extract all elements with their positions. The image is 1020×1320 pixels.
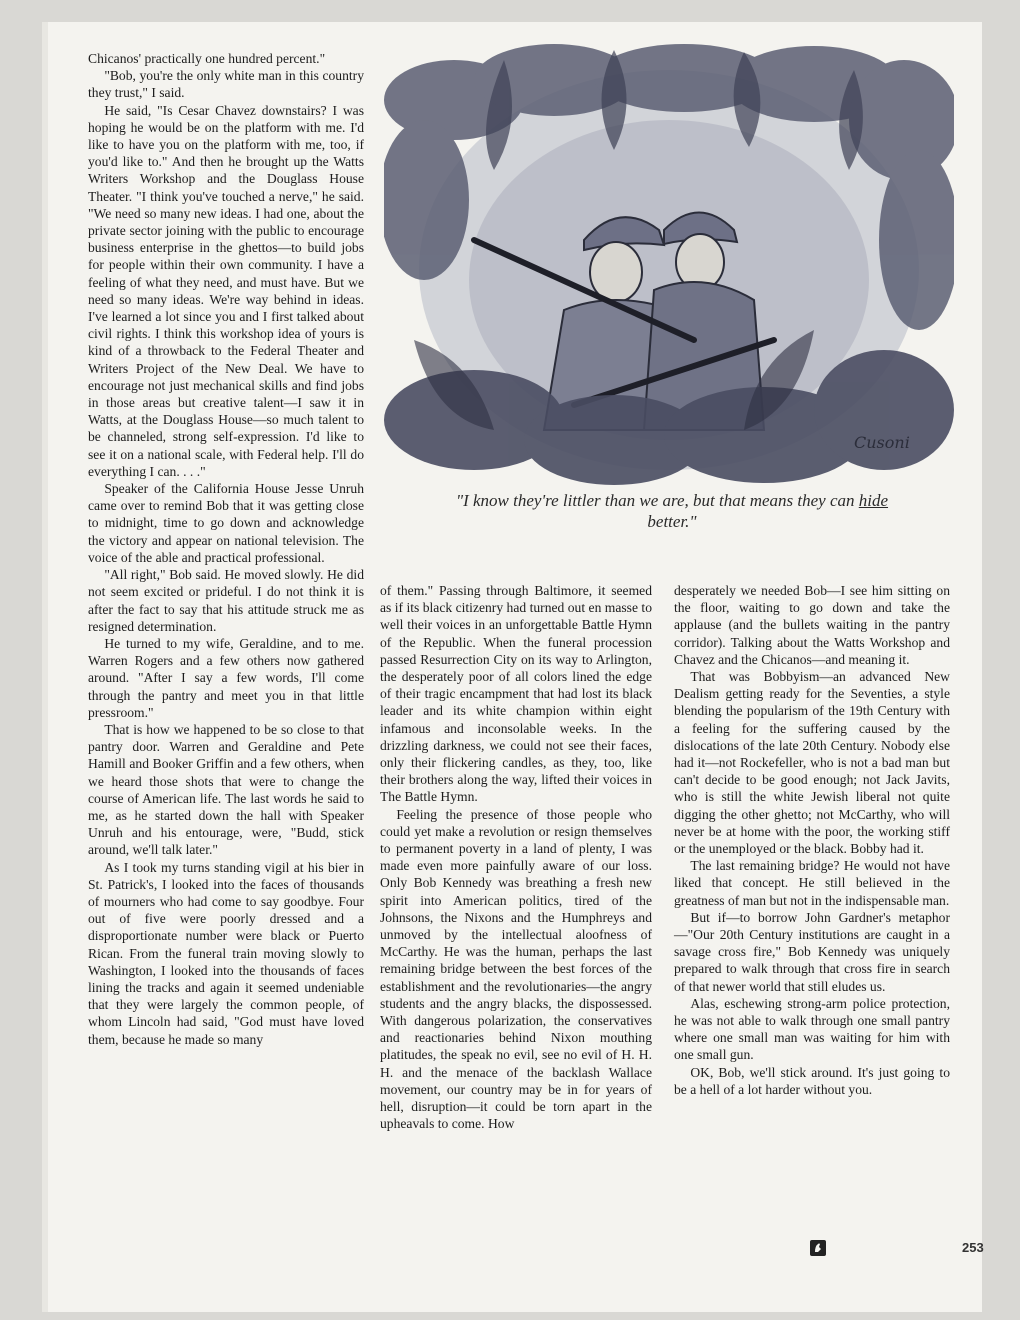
paragraph: Chicanos' practically one hundred percent." [88, 51, 326, 66]
caption-text: better." [647, 512, 697, 531]
paragraph: The last remaining bridge? He would not have liked that concept. He still believed in the greatness of man but not in the indispensable man. [674, 858, 950, 908]
article-column-2 [380, 582, 652, 1133]
article-column-3 [674, 582, 950, 1098]
paragraph: "Bob, you're the only white man in this country they trust," I said. [88, 68, 364, 101]
caption-underlined-word: hide [858, 491, 889, 510]
paragraph: He turned to my wife, Geraldine, and to me. Warren Rogers and a few others now gathered around. "After I say a few words, I'll come through the pantry and meet you in that little pressroom." [88, 635, 364, 720]
paragraph: Speaker of the California House Jesse Unruh came over to remind Bob that it was getting close to midnight, time to go down and acknowledge the victory and appear on national television. The voice of the able and practical professional. [88, 481, 364, 565]
magazine-page [42, 22, 982, 1312]
caption-text: "I know they're littler than we are, but that means they can [455, 491, 859, 510]
cartoonist-signature: Cusoni [854, 433, 910, 452]
article-column-1 [88, 50, 364, 1048]
page-gutter [42, 22, 48, 1312]
paragraph: Feeling the presence of those people who could yet make a revolution or resign themselves to permanent poverty in a land of plenty, I was made even more painfully aware of our loss. Only Bob Kennedy was breathing a fresh new spirit into American politics, tired of the Johnsons, the Nixons and the Humphreys and unmoved by the intellectual aloofness of McCarthy. He was the human, perhaps the last remaining bridge between the best forces of the establishment and the revolutionaries—the angry students and the angry blacks, the dispossessed. With dangerous polarization, the conservatives and reactionaries behind Nixon mouthing platitudes, the speak no evil, see no evil of H. H. H. and the menace of the backlash Wallace movement, our country may be in for years of hell, disruption—it could be torn apart in the upheavals to come. How [380, 806, 652, 1132]
paragraph: That was Bobbyism—an advanced New Dealism getting ready for the Seventies, a style blending the popularism of the 19th Century with a feeling for the suffering caused by the dislocations of the late 20th Century. Nobody else had it—not Rockefeller, who is not a bad man but can't decide to be good enough; not Jack Javits, who is still the white Jewish liberal not quite digging the other ghetto; not McCarthy, who will never be at home with the poor, the working stiff or the unemployed or the black. Bobby had it. [674, 669, 950, 857]
page-number: 253 [962, 1240, 984, 1255]
paragraph: As I took my turns standing vigil at his bier in St. Patrick's, I looked into the faces of thousands of mourners who had come to say goodbye. Four out of five were poorly dressed and a disproportionate number were black or Puerto Rican. From the funeral train moving slowly to Washington, I looked into the thousands of faces lining the tracks and again it seemed undeniable that they were largely the common people, of whom Lincoln had said, "God must have loved them, because he made so many [88, 859, 364, 1047]
end-mark-icon [810, 1240, 826, 1256]
paragraph: OK, Bob, we'll stick around. It's just going to be a hell of a lot harder without you. [674, 1064, 950, 1097]
paragraph: of them." Passing through Baltimore, it seemed as if its black citizenry had turned out en masse to well their voices in an unforgettable Battle Hymn of the Republic. When the funeral procession passed Resurrection City on its way to Arlington, the desperately poor of all colors lined the edge of their tragic encampment that had lost its black leader and its white champion within eight infamous and inconsolable weeks. In the drizzling darkness, we could not see their faces, only their flickering candles, as they, too, like their brothers along the way, lifted their voices in The Battle Hymn. [380, 583, 652, 805]
paragraph: That is how we happened to be so close to that pantry door. Warren and Geraldine and Pete Hamill and Booker Griffin and a few others, when we heard those shots that were to change the course of American life. The last words he said to me, as he started down the hall with Speaker Unruh and his entourage, were, "Budd, stick around, we'll talk later." [88, 721, 364, 858]
paragraph: "All right," Bob said. He moved slowly. He did not seem excited or prideful. I do not think it is after the fact to say that his attitude struck me as resigned determination. [88, 567, 364, 634]
cartoon-caption [442, 490, 902, 532]
paragraph: He said, "Is Cesar Chavez downstairs? I was hoping he would be on the platform with me. I'd like to have you on the platform with me, too, if you'd like to." And then he brought up the Watts Writers Workshop and the Douglass House Theater. "I think you've touched a nerve," he said. "We need so many new ideas. I had one, about the private sector joining with the public to encourage business enterprise in the ghettos—to build jobs for people within their own community. I have a feeling of what they need, and must have. But we need so many ideas. We're way behind in ideas. I've learned a lot since you and I first talked about civil rights. I think this workshop idea of yours is kind of a throwback to the Federal Theater and Writers Project of the New Deal. We have to encourage not just mechanical skills and find jobs in those areas but creative talent—I saw it in Watts, at the Douglass House—so much talent to be channeled, strong self-expression. I'd like to see it on a national scale, with Federal help. I'll do everything I can. . . ." [88, 102, 364, 479]
paragraph: But if—to borrow John Gardner's metaphor—"Our 20th Century institutions are caught in a savage cross fire," Bob Kennedy was uniquely prepared to walk through that cross fire in search of that newer world that still eludes us. [674, 909, 950, 994]
paragraph: desperately we needed Bob—I see him sitting on the floor, waiting to go down and take the applause (and the bullets waiting in the pantry corridor). Talking about the Watts Workshop and Chavez and the Chicanos—and meaning it. [674, 583, 950, 667]
cartoon-illustration [384, 40, 954, 488]
paragraph: Alas, eschewing strong-arm police protection, he was not able to walk through one small pantry where one small man was waiting for him with one small gun. [674, 995, 950, 1063]
